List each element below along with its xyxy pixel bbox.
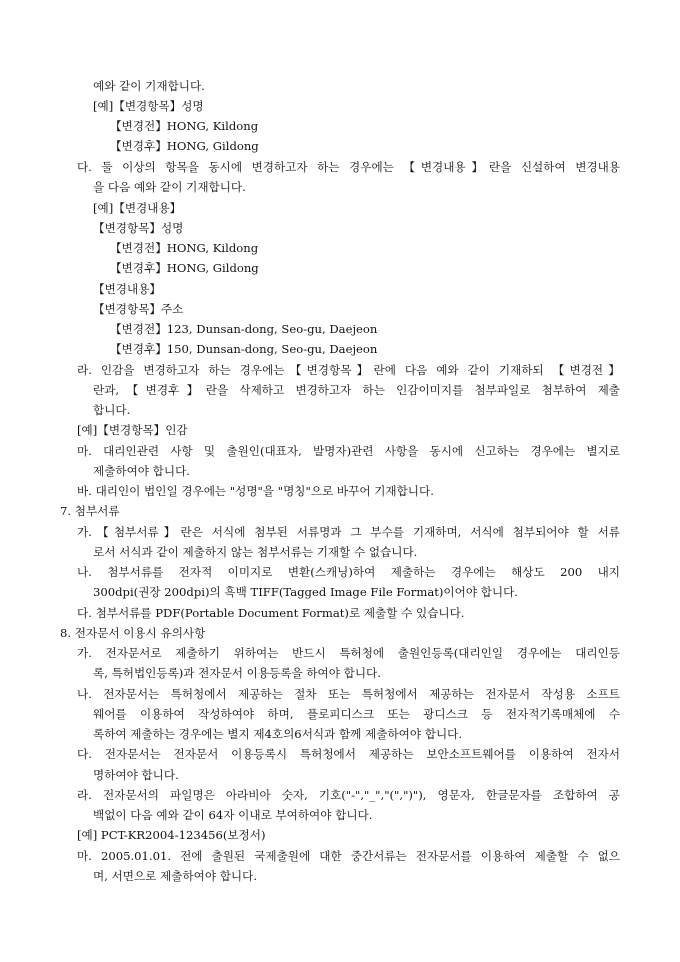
text-line: 【변경후】HONG, Gildong [110, 261, 259, 275]
text-line: 며, 서면으로 제출하여야 합니다. [93, 869, 258, 883]
text-line: 록, 특허법인등록)과 전자문서 이용등록을 하여야 합니다. [93, 666, 381, 680]
example-line: [예]【변경내용】 [93, 201, 182, 215]
text-line: 300dpi(권장 200dpi)의 흑백 TIFF(Tagged Image File Format)이어야 합니다. [93, 585, 518, 599]
example-line: [예]【변경항목】성명 [93, 99, 204, 113]
list-item: 바. 대리인이 법인일 경우에는 "성명"을 "명칭"으로 바꾸어 기재합니다. [77, 484, 434, 498]
text-line: 【변경항목】주소 [93, 302, 184, 316]
text-line: 을 다음 예와 같이 기재합니다. [93, 180, 246, 194]
text-line: 합니다. [93, 403, 131, 417]
list-item: 라. 전자문서의 파일명은 아라비아 숫자, 기호("-","_","(",")"), 영문자, 한글문자를 조합하여 공 [77, 788, 620, 802]
text-line: 백없이 다음 예와 같이 64자 이내로 부여하여야 합니다. [93, 808, 373, 822]
text-line: 록하여 제출하는 경우에는 별지 제4호의6서식과 함께 제출하여야 합니다. [93, 727, 463, 741]
text-line: 명하여야 합니다. [93, 768, 179, 782]
list-item: 가.【첨부서류】란은 서식에 첨부된 서류명과 그 부수를 기재하며, 서식에 첨부되어야 할 서류 [77, 525, 620, 539]
text-line: 【변경항목】성명 [93, 221, 184, 235]
list-item: 마. 2005.01.01. 전에 출원된 국제출원에 대한 중간서류는 전자문서를 이용하여 제출할 수 없으 [77, 849, 620, 863]
list-item: 가. 전자문서로 제출하기 위하여는 반드시 특허청에 출원인등록(대리인일 경우에는 대리인등 [77, 646, 620, 660]
text-line: 【변경전】123, Dunsan-dong, Seo-gu, Daejeon [110, 322, 378, 336]
text-line: 【변경내용】 [93, 282, 161, 296]
text-line: 예와 같이 기재합니다. [93, 79, 205, 93]
text-line: 란과,【변경후】란을 삭제하고 변경하고자 하는 인감이미지를 첨부파일로 첨부하여 제출 [93, 383, 620, 397]
example-line: [예]【변경항목】인감 [77, 423, 188, 437]
list-item: 라. 인감을 변경하고자 하는 경우에는【변경항목】란에 다음 예와 같이 기재하되 【변경전】 [77, 363, 620, 377]
text-line: 【변경후】150, Dunsan-dong, Seo-gu, Daejeon [110, 342, 378, 356]
text-line: 【변경후】HONG, Gildong [110, 139, 259, 153]
list-item: 마. 대리인관련 사항 및 출원인(대표자, 발명자)관련 사항을 동시에 신고하는 경우에는 별지로 [77, 444, 620, 458]
text-line: 웨어를 이용하여 작성하여야 하며, 플로피디스크 또는 광디스크 등 전자적기록매체에 수 [93, 707, 620, 721]
text-line: 【변경전】HONG, Kildong [110, 119, 259, 133]
list-item: 나. 전자문서는 특허청에서 제공하는 절차 또는 특허청에서 제공하는 전자문서 작성용 소프트 [77, 687, 620, 701]
example-line: [예] PCT-KR2004-123456(보정서) [77, 828, 266, 842]
list-item: 다. 첨부서류를 PDF(Portable Document Format)로 제출할 수 있습니다. [77, 606, 465, 620]
section-heading: 7. 첨부서류 [60, 504, 120, 518]
list-item: 나. 첨부서류를 전자적 이미지로 변환(스캐닝)하여 제출하는 경우에는 해상도 200 내지 [77, 565, 620, 579]
list-item: 다. 전자문서는 전자문서 이용등록시 특허청에서 제공하는 보안소프트웨어를 이용하여 전자서 [77, 747, 620, 761]
text-line: 제출하여야 합니다. [93, 464, 190, 478]
list-item: 다. 둘 이상의 항목을 동시에 변경하고자 하는 경우에는 【변경내용】란을 신설하여 변경내용 [77, 160, 620, 174]
text-line: 로서 서식과 같이 제출하지 않는 첨부서류는 기재할 수 없습니다. [93, 545, 418, 559]
section-heading: 8. 전자문서 이용시 유의사항 [60, 626, 206, 640]
text-line: 【변경전】HONG, Kildong [110, 241, 259, 255]
